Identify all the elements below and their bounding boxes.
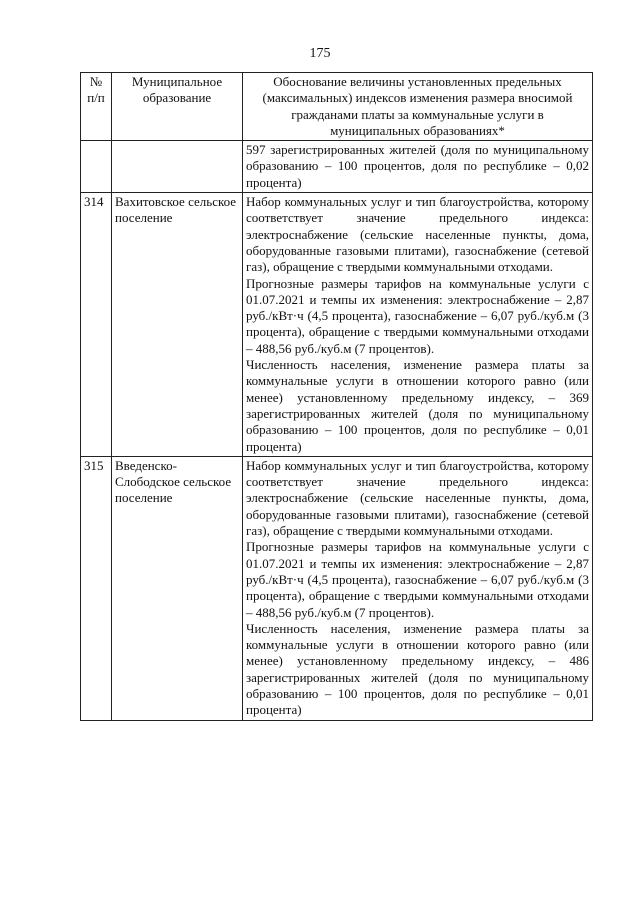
- header-justification: Обоснование величины установленных предельных (максимальных) индексов изменения размера вносимой гражданами платы за коммунальные услуги в муниципальных образованиях*: [243, 73, 593, 141]
- table-row: [81, 193, 593, 457]
- row-municipality: [112, 141, 243, 193]
- row-justification: [243, 141, 593, 193]
- tariff-index-table: [80, 72, 593, 721]
- justification-paragraph: Численность населения, изменение размера платы за коммунальные услуги в отношении которого равно (или менее) установленному предельному индексу, – 369 зарегистрированных жителей (доля по муниципальному образованию – 100 процентов, доля по республике – 0,01 процента): [246, 357, 589, 454]
- justification-paragraph: Прогнозные размеры тарифов на коммунальные услуги с 01.07.2021 и темпы их изменения: электроснабжение – 2,87 руб./кВт·ч (4,5 процента), газоснабжение – 6,07 руб./куб.м (3 процента), обращение с твердыми коммунальными отходами – 488,56 руб./куб.м (7 процентов).: [246, 275, 589, 356]
- row-municipality: Введенско-Слободское сельское поселение: [112, 456, 243, 720]
- row-municipality: Вахитовское сельское поселение: [112, 193, 243, 457]
- row-num: 315: [81, 456, 112, 720]
- row-num: [81, 141, 112, 193]
- justification-paragraph: Набор коммунальных услуг и тип благоустройства, которому соответствует значение предельного индекса: электроснабжение (сельские населенные пункты, дома, оборудованные газовыми плитами), газоснабжение (сетевой газ), обращение с твердыми коммунальными отходами.: [246, 194, 589, 275]
- justification-paragraph: Прогнозные размеры тарифов на коммунальные услуги с 01.07.2021 и темпы их изменения: электроснабжение – 2,87 руб./кВт·ч (4,5 процента), газоснабжение – 6,07 руб./куб.м (3 процента), обращение с твердыми коммунальными отходами – 488,56 руб./куб.м (7 процентов).: [246, 539, 589, 620]
- justification-paragraph: Численность населения, изменение размера платы за коммунальные услуги в отношении которого равно (или менее) установленному предельному индексу, – 486 зарегистрированных жителей (доля по муниципальному образованию – 100 процентов, доля по республике – 0,01 процента): [246, 620, 589, 718]
- table-header-row: [81, 73, 593, 141]
- page-number: 175: [309, 46, 331, 61]
- header-municipality: Муниципальное образование: [112, 73, 243, 141]
- table-row: [81, 141, 593, 193]
- justification-paragraph: 597 зарегистрированных жителей (доля по муниципальному образованию – 100 процентов, доля по республике – 0,02 процента): [246, 142, 589, 190]
- table-row: [81, 456, 593, 720]
- row-num: 314: [81, 193, 112, 457]
- justification-paragraph: Набор коммунальных услуг и тип благоустройства, которому соответствует значение предельного индекса: электроснабжение (сельские населенные пункты, дома, оборудованные газовыми плитами), газоснабжение (сетевой газ), обращение с твердыми коммунальными отходами.: [246, 457, 589, 539]
- row-justification: [243, 193, 593, 457]
- row-justification: [243, 456, 593, 720]
- header-num: № п/п: [81, 73, 112, 141]
